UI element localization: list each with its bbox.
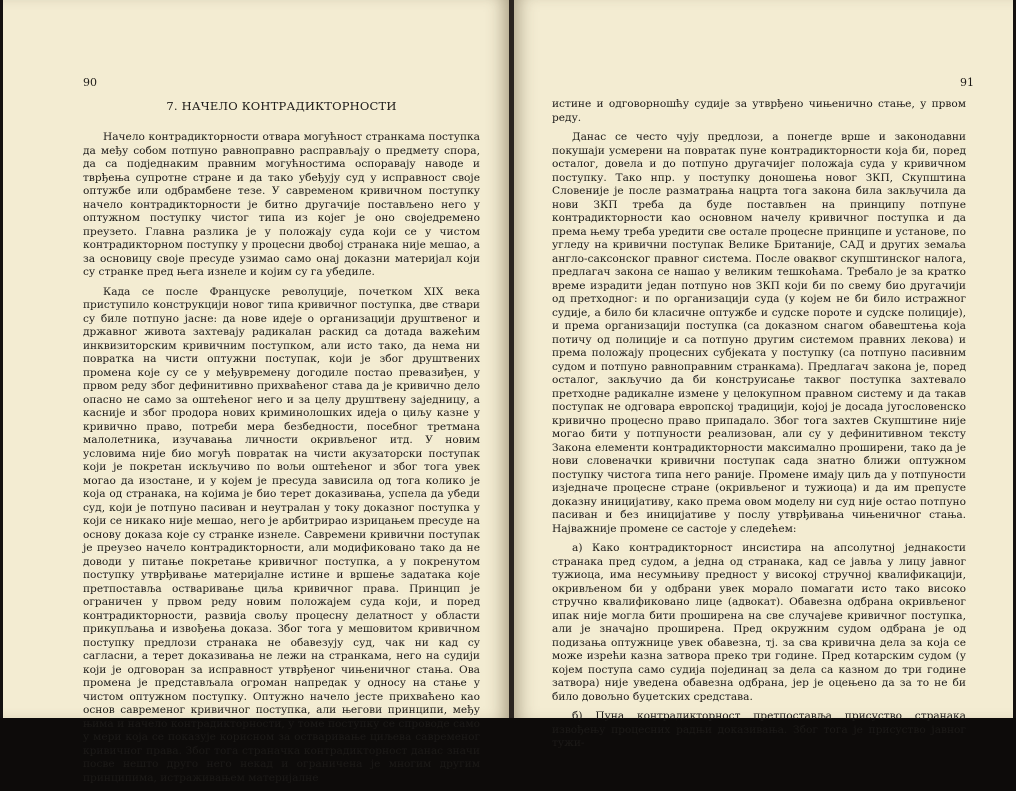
right-page [514, 0, 1013, 749]
left-page-number: 90 [83, 76, 97, 89]
left-page [3, 0, 509, 784]
right-page-body [552, 98, 966, 757]
paragraph: Данас се често чују предлози, а понегде врше и законодавни покушаји усмерени на повратак пуне контрадикторности која би, поред осталог, довела и до потпуно другачијег положаја суда у кривичном поступку. Тако нпр. у поступку доношења новог ЗКП, Скупштина Словеније је после разматрања нацрта тога закона била закључила да нови ЗКП треба да буде постављен на принципу потпуне контрадикторности као основном начелу кривичног поступка и да према њему треба уредити све остале процесне принципе и установе, по угледу на кривични поступак Велике Британије, САД и других земаља англо-саксонског правног система. После оваквог скупштинског налога, предлагач закона се нашао у великим тешкоћама. Требало је за кратко време израдити један потпуно нов ЗКП који би по свему био другачији од претходног: и по организацији суда (у којем не би било истражног судије, а било би класичне оптужбе и судске пороте и судске полиције), и према организацији поступка (са доказном снагом обавештења која потичу од полиције и са потпуно другим системом правних лекова) и према положају процесних субјеката у поступку (са потпуно пасивним судом и потпуно равноправним странкама). Предлагач закона је, поред осталог, закључио да би конструисање таквог поступка захтевало претходне радикалне измене у целокупном правном систему и да такав поступак не одговара европској традицији, којој је досада југословенско кривично процесно право припадало. Због тога захтев Скупштине није могао бити у потпуности реализован, али су у дефинитивном тексту Закона елементи контрадикторности максимално проширени, тако да је нови словеначки кривични поступак сада знатно ближи оптужном поступку чистога типа него раније. Промене имају циљ да у потпуности изједначе процесне стране (окривљеног и тужиоца) и да им препусте доказну иницијативу, како према овом моделу ни суд није остао потпуно пасиван и без иницијативе у послу утврђивања чињеничног стања. Најважније промене се састоје у следећем: [552, 131, 966, 535]
paragraph: а) Како контрадикторност инсистира на апсолутној једнакости странака пред судом, а једна од странака, кад се јавља у лицу јавног тужиоца, има несумњиву предност у високој стручној квалификацији, окривљеном би у одбрани увек морало помагати исто тако високо стручно квалификовано лице (адвокат). Обавезна одбрана окривљеног ипак није могла бити проширена на све случајеве кривичног поступка, али је значајно проширена. Пред окружним судом одбрана је од подизања оптужнице увек обавезна, тј. за сва кривична дела за која се може изрећи казна затвора преко три године. Пред котарским судом (у којем поступа само судија појединац за дела са казном до три године затвора) није уведена обавезна одбрана, јер је оцењено да за то не би било довољно буџетских средстава. [552, 542, 966, 703]
left-page-body [83, 131, 480, 791]
paragraph: Када се после Француске револуције, почетком XIX века приступило конструкцији новог типа кривичног поступка, две ствари су биле потпуно јасне: да нове идеје о организацији друштвеног и државног живота захтевају радикалан раскид са дотада важећим инквизиторским кривичним поступком, али исто тако, да нема ни повратка на чисти оптужни поступак, који је због друштвених промена које су се у међувремену догодиле постао превазиђен, у првом реду због дефинитивно прихваћеног става да је кривично дело опасно не само за оштећеног него и за целу друштвену заједницу, а касније и због продора нових криминолошких идеја о циљу казне у кривично право, потреби мера безбедности, посебног третмана малолетника, изучавања личности окривљеног итд. У новим условима није био могућ повратак на чисти акузаторски поступак који је покретан искључиво по вољи оштећеног и због тога увек могао да изостане, и у којем је пресуда зависила од тога колико је која од странака, на којима је био терет доказивања, успела да убеди суд, који је потпуно пасиван и неутралан у току доказног поступка у који се никако није мешао, него је арбитрирао изрицањем пресуде на основу доказа које су странке изнеле. Савремени кривични поступак је преузео начело контрадикторности, али модификовано тако да не доводи у питање покретање кривичног поступка, а у покренутом поступку утврђивање материјалне истине и вршење задатака које претпоставља остваривање циља кривичног права. Принцип је ограничен у првом реду новим положајем суда који, и поред контрадикторности, развија свољу процесну делатност у области прикупљања и извођења доказа. Због тога у мешовитом кривичном поступку предлози странака не обавезују суд, чак ни кад су сагласни, а терет доказивања не лежи на странкама, него на судији који је одговоран за исправност утврђеног чињеничног стања. Ова промена је представљала огроман напредак у односу на стање у чистом оптужном поступку. Оптужно начело јесте прихваћено као основ савременог кривичног поступка, али његови принципи, међу њима и начело контрадикторности, у томе поступку се спроводе само у мери која се показује корисном за остваривање циљева савременог кривичног права. Због тога страначка контрадикторност данас значи посве нешто друго него некад и ограничена је многим другим принципима, истраживањем материјалне [83, 285, 480, 784]
paragraph: б) Пуна контрадикторност претпоставља присуство странака извођењу процесних радњи доказивања. Због тога је присуство јавног тужи- [552, 710, 966, 749]
chapter-heading: 7. НАЧЕЛО КОНТРАДИКТОРНОСТИ [166, 99, 397, 113]
paragraph: Начело контрадикторности отвара могућност странкама поступка да међу собом потпуно равноправно расправљају о предмету спора, да са подједнаким правним могућностима оспоравају наводе и тврђења супротне стране и да тако убеђују суд у исправност своје оптужбе или одбрамбене тезе. У савременом кривичном поступку начело контрадикторности је битно другачије постављено него у оптужном поступку чистог типа из којег је оно своједремено преузето. Главна разлика је у положају суда који се у чистом контрадикторном поступку у процесни двобој странака није мешао, а за основицу своје пресуде узимао само онај доказни материјал који су странке пред њега изнеле и којим су га убедиле. [83, 131, 480, 278]
paragraph: истине и одговорношћу судије за утврђено чињенично стање, у првом реду. [552, 98, 966, 124]
right-page-number: 91 [960, 76, 974, 89]
